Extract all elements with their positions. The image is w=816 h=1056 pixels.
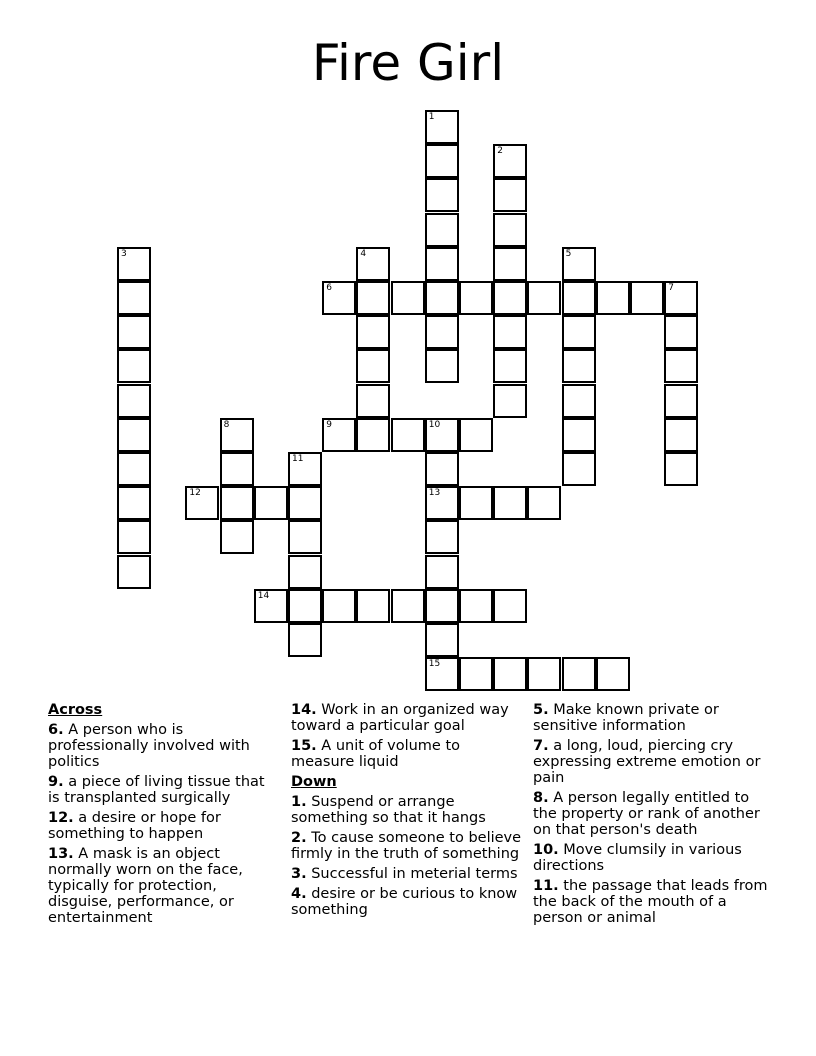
clue-number-label: 11 xyxy=(292,454,304,464)
grid-cell[interactable] xyxy=(356,589,390,623)
grid-cell[interactable] xyxy=(425,349,459,383)
grid-cell[interactable] xyxy=(425,555,459,589)
grid-cell[interactable] xyxy=(493,178,527,212)
grid-cell[interactable] xyxy=(185,486,219,520)
grid-cell[interactable] xyxy=(356,281,390,315)
grid-cell[interactable] xyxy=(493,589,527,623)
grid-cell[interactable] xyxy=(391,418,425,452)
grid-cell[interactable] xyxy=(562,281,596,315)
grid-cell[interactable] xyxy=(493,281,527,315)
clue-number-label: 15 xyxy=(428,659,441,670)
grid-cell[interactable] xyxy=(562,247,596,281)
grid-cell[interactable] xyxy=(288,520,322,554)
clues-column-3 xyxy=(533,702,773,930)
grid-cell[interactable] xyxy=(493,349,527,383)
clues-column-2 xyxy=(291,702,523,922)
grid-cell[interactable] xyxy=(117,315,151,349)
grid-cell[interactable] xyxy=(254,486,288,520)
clue-down-11: 11. the passage that leads from the back of the mouth of a person or animal xyxy=(533,878,768,926)
clue-down-4: 4. desire or be curious to know something xyxy=(291,886,518,918)
grid-cell[interactable] xyxy=(425,315,459,349)
grid-cell[interactable] xyxy=(117,349,151,383)
grid-cell[interactable] xyxy=(356,247,390,281)
grid-cell[interactable] xyxy=(596,281,630,315)
grid-cell[interactable] xyxy=(220,452,254,486)
grid-cell[interactable] xyxy=(493,315,527,349)
grid-cell[interactable] xyxy=(459,589,493,623)
clue-number-label: 2 xyxy=(497,146,503,157)
grid-cell[interactable] xyxy=(425,144,459,178)
grid-cell[interactable] xyxy=(288,452,322,486)
grid-cell[interactable] xyxy=(117,247,151,281)
grid-cell[interactable] xyxy=(664,384,698,418)
grid-cell[interactable] xyxy=(254,589,288,623)
grid-cell[interactable] xyxy=(322,418,356,452)
grid-cell[interactable] xyxy=(425,520,459,554)
clue-number-label: 12 xyxy=(189,488,201,499)
grid-cell[interactable] xyxy=(664,281,698,315)
grid-cell[interactable] xyxy=(391,281,425,315)
clue-across-14: 14. Work in an organized way toward a particular goal xyxy=(291,702,509,734)
grid-cell[interactable] xyxy=(425,486,459,520)
clue-down-1: 1. Suspend or arrange something so that it hangs xyxy=(291,794,486,826)
grid-cell[interactable] xyxy=(288,589,322,623)
clues-column-1 xyxy=(48,702,280,930)
across-heading: Across xyxy=(48,702,103,718)
clue-number-label: 4 xyxy=(360,248,367,259)
clue-down-8: 8. A person legally entitled to the property or rank of another on that person's death xyxy=(533,790,760,838)
grid-cell[interactable] xyxy=(425,657,459,691)
down-heading: Down xyxy=(291,774,337,790)
grid-cell[interactable] xyxy=(493,384,527,418)
clue-number-label: 13 xyxy=(428,488,441,499)
grid-cell[interactable] xyxy=(493,247,527,281)
clue-number-label: 3 xyxy=(121,248,127,259)
grid-cell[interactable] xyxy=(288,555,322,589)
grid-cell[interactable] xyxy=(630,281,664,315)
grid-cell[interactable] xyxy=(356,418,390,452)
grid-cell[interactable] xyxy=(322,281,356,315)
grid-cell[interactable] xyxy=(664,418,698,452)
grid-cell[interactable] xyxy=(425,178,459,212)
grid-cell[interactable] xyxy=(562,418,596,452)
clue-number-label: 5 xyxy=(565,248,572,259)
clue-down-10: 10. Move clumsily in various directions xyxy=(533,842,742,874)
grid-cell[interactable] xyxy=(356,315,390,349)
grid-cell[interactable] xyxy=(425,247,459,281)
clue-across-6: 6. A person who is professionally involved with politics xyxy=(48,722,250,770)
grid-cell[interactable] xyxy=(527,486,561,520)
clue-number-label: 1 xyxy=(428,112,435,122)
grid-cell[interactable] xyxy=(288,486,322,520)
grid-cell[interactable] xyxy=(117,555,151,589)
grid-cell[interactable] xyxy=(459,418,493,452)
grid-cell[interactable] xyxy=(425,281,459,315)
grid-cell[interactable] xyxy=(425,589,459,623)
clue-across-15: 15. A unit of volume to measure liquid xyxy=(291,738,460,770)
clue-number-label: 6 xyxy=(326,283,332,293)
clue-down-2: 2. To cause someone to believe firmly in the truth of something xyxy=(291,830,522,862)
grid-cell[interactable] xyxy=(527,281,561,315)
clue-across-12: 12. a desire or hope for something to happen xyxy=(48,810,221,842)
clue-down-5: 5. Make known private or sensitive information xyxy=(533,702,719,734)
grid-cell[interactable] xyxy=(391,589,425,623)
grid-cell[interactable] xyxy=(493,144,527,178)
grid-cell[interactable] xyxy=(117,452,151,486)
grid-cell[interactable] xyxy=(220,418,254,452)
clue-down-3: 3. Successful in meterial terms xyxy=(291,866,518,882)
grid-cell[interactable] xyxy=(220,486,254,520)
grid-cell[interactable] xyxy=(425,418,459,452)
grid-cell[interactable] xyxy=(493,213,527,247)
clue-across-13: 13. A mask is an object normally worn on the face, typically for protection, disguise, performance, or entertainment xyxy=(48,846,243,926)
grid-cell[interactable] xyxy=(356,349,390,383)
clue-number-label: 7 xyxy=(668,283,674,293)
clue-number-label: 8 xyxy=(223,419,230,430)
grid-cell[interactable] xyxy=(459,281,493,315)
grid-cell[interactable] xyxy=(664,349,698,383)
puzzle-title: Fire Girl xyxy=(311,34,505,92)
grid-cell[interactable] xyxy=(288,623,322,657)
clue-across-9: 9. a piece of living tissue that is transplanted surgically xyxy=(48,774,265,806)
grid-cell[interactable] xyxy=(322,589,356,623)
grid-cell[interactable] xyxy=(220,520,254,554)
clue-number-label: 9 xyxy=(326,419,332,430)
grid-cell[interactable] xyxy=(425,110,459,144)
grid-cell[interactable] xyxy=(459,657,493,691)
clue-number-label: 14 xyxy=(257,590,270,601)
clue-number-label: 10 xyxy=(428,419,441,430)
grid-cell[interactable] xyxy=(117,418,151,452)
grid-cell[interactable] xyxy=(425,623,459,657)
grid-cell[interactable] xyxy=(562,315,596,349)
grid-cell[interactable] xyxy=(459,486,493,520)
grid-cell[interactable] xyxy=(527,657,561,691)
grid-cell[interactable] xyxy=(117,520,151,554)
grid-cell[interactable] xyxy=(117,281,151,315)
grid-cell[interactable] xyxy=(562,384,596,418)
grid-cell[interactable] xyxy=(425,452,459,486)
grid-cell[interactable] xyxy=(493,486,527,520)
grid-cell[interactable] xyxy=(596,657,630,691)
clue-down-7: 7. a long, loud, piercing cry expressing extreme emotion or pain xyxy=(533,738,761,786)
grid-cell[interactable] xyxy=(562,349,596,383)
grid-cell[interactable] xyxy=(562,657,596,691)
grid-cell[interactable] xyxy=(664,315,698,349)
grid-cell[interactable] xyxy=(117,486,151,520)
grid-cell[interactable] xyxy=(425,213,459,247)
grid-cell[interactable] xyxy=(117,384,151,418)
grid-cell[interactable] xyxy=(664,452,698,486)
grid-cell[interactable] xyxy=(562,452,596,486)
grid-cell[interactable] xyxy=(356,384,390,418)
grid-cell[interactable] xyxy=(493,657,527,691)
